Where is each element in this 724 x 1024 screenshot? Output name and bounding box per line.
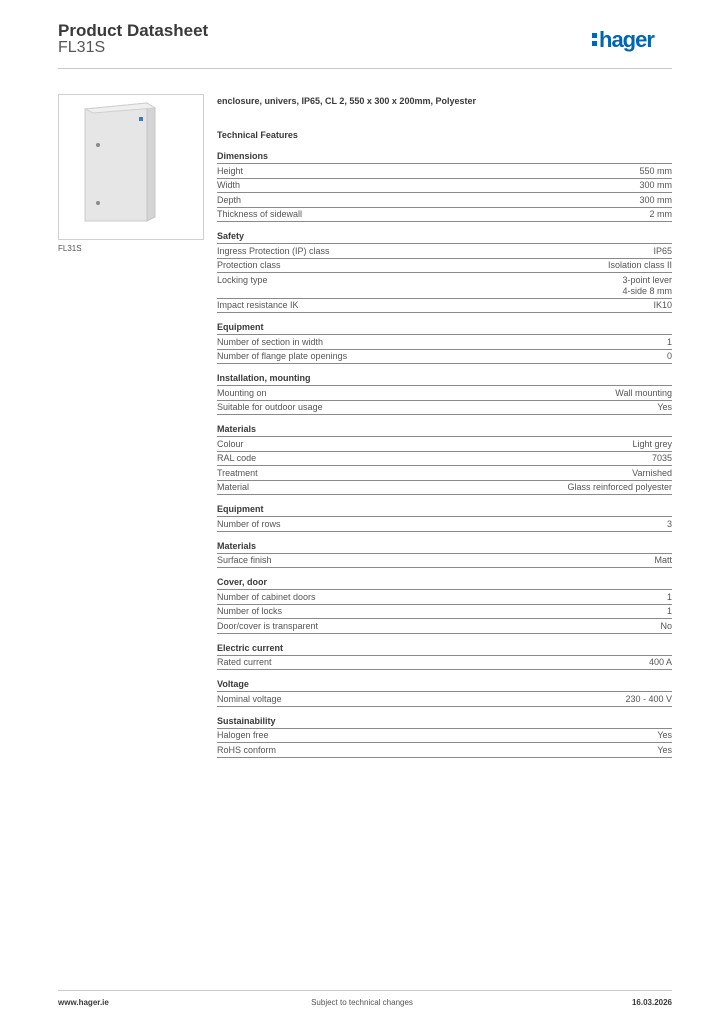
- spec-row: [217, 481, 672, 496]
- spec-row: [217, 273, 672, 299]
- footer-note: Subject to technical changes: [311, 998, 413, 1007]
- section-heading: Voltage: [217, 679, 672, 692]
- spec-label: Surface finish: [217, 555, 272, 565]
- spec-value: 230 - 400 V: [625, 693, 672, 704]
- spec-row: [217, 452, 672, 467]
- spec-row: [217, 208, 672, 223]
- spec-label: Colour: [217, 438, 244, 449]
- spec-value: Yes: [657, 402, 672, 412]
- section-voltage: [217, 679, 672, 707]
- spec-label: RAL code: [217, 453, 257, 463]
- spec-row: [217, 299, 672, 314]
- spec-value: Yes: [657, 730, 672, 740]
- spec-value: 1: [666, 606, 672, 616]
- section-dimensions: [217, 151, 672, 222]
- spec-label: Number of locks: [217, 606, 283, 616]
- logo-dot-top: [592, 33, 597, 38]
- spec-row: [217, 179, 672, 194]
- product-code: FL31S: [58, 39, 106, 56]
- spec-label: Depth: [217, 194, 242, 205]
- image-caption: FL31S: [58, 244, 82, 253]
- spec-label: Rated current: [217, 657, 272, 667]
- spec-value: Light grey: [632, 438, 672, 449]
- section-heading: Cover, door: [217, 577, 672, 590]
- section-materials: [217, 424, 672, 495]
- spec-value: 0: [666, 351, 672, 361]
- spec-row: [217, 335, 672, 350]
- section-heading: Installation, mounting: [217, 373, 672, 386]
- brand-badge: [139, 117, 143, 121]
- spec-label: Impact resistance IK: [217, 300, 299, 310]
- spec-label: Mounting on: [217, 387, 267, 398]
- spec-value: IK10: [653, 300, 672, 310]
- header-divider: [58, 68, 672, 69]
- spec-row: [217, 350, 672, 365]
- spec-label: RoHS conform: [217, 744, 277, 755]
- section-electric-current: [217, 643, 672, 671]
- product-description: enclosure, univers, IP65, CL 2, 550 x 300 x 200mm, Polyester: [217, 96, 476, 106]
- spec-value: 1: [666, 591, 672, 602]
- spec-label: Number of flange plate openings: [217, 351, 348, 361]
- footer-website: www.hager.ie: [58, 998, 109, 1007]
- section-heading: Materials: [217, 541, 672, 554]
- spec-value: Matt: [654, 555, 672, 565]
- spec-row: [217, 554, 672, 569]
- spec-value: 400 A: [648, 657, 672, 667]
- section-safety: [217, 231, 672, 313]
- spec-row: [217, 437, 672, 452]
- spec-label: Ingress Protection (IP) class: [217, 245, 330, 256]
- spec-label: Locking type: [217, 274, 268, 285]
- spec-value: 1: [666, 336, 672, 347]
- spec-label: Material: [217, 482, 250, 492]
- spec-row: [217, 259, 672, 274]
- logo-text: hager: [599, 28, 654, 52]
- spec-row: [217, 743, 672, 758]
- spec-row: [217, 692, 672, 707]
- footer-divider: [58, 990, 672, 991]
- spec-value: No: [660, 620, 672, 631]
- spec-row: [217, 386, 672, 401]
- spec-label: Nominal voltage: [217, 693, 282, 704]
- section-installation-mounting: [217, 373, 672, 415]
- spec-value: 2 mm: [649, 209, 672, 219]
- spec-label: Protection class: [217, 260, 281, 270]
- spec-row: [217, 401, 672, 416]
- spec-value: 3: [666, 518, 672, 529]
- spec-label: Number of cabinet doors: [217, 591, 316, 602]
- spec-label: Treatment: [217, 467, 258, 478]
- spec-row: [217, 656, 672, 671]
- section-equipment: [217, 322, 672, 364]
- section-equipment: [217, 504, 672, 532]
- spec-row: [217, 244, 672, 259]
- section-heading: Sustainability: [217, 716, 672, 729]
- spec-row: [217, 193, 672, 208]
- spec-label: Door/cover is transparent: [217, 620, 319, 631]
- spec-label: Number of rows: [217, 518, 281, 529]
- spec-label: Width: [217, 180, 241, 190]
- section-heading: Dimensions: [217, 151, 672, 164]
- spec-value: Wall mounting: [615, 387, 672, 398]
- spec-value: 3-point lever 4-side 8 mm: [622, 274, 672, 296]
- section-heading: Electric current: [217, 643, 672, 656]
- logo-dot-bottom: [592, 41, 597, 46]
- enclosure-illustration: [59, 95, 203, 239]
- spec-value: IP65: [653, 245, 672, 256]
- spec-value: 7035: [651, 453, 672, 463]
- technical-features-heading: Technical Features: [217, 130, 298, 140]
- spec-value: Varnished: [632, 467, 672, 478]
- product-details: [217, 96, 672, 758]
- spec-label: Thickness of sidewall: [217, 209, 303, 219]
- door-lock-upper: [96, 143, 100, 147]
- product-image: [58, 94, 204, 240]
- spec-value: Isolation class II: [607, 260, 672, 270]
- spec-value: 300 mm: [639, 180, 672, 190]
- spec-label: Height: [217, 165, 244, 176]
- spec-row: [217, 619, 672, 634]
- spec-label: Suitable for outdoor usage: [217, 402, 323, 412]
- footer-date: 16.03.2026: [631, 998, 672, 1007]
- feature-sections: [217, 151, 672, 758]
- spec-row: [217, 517, 672, 532]
- section-heading: Equipment: [217, 504, 672, 517]
- section-heading: Safety: [217, 231, 672, 244]
- spec-row: [217, 466, 672, 481]
- spec-row: [217, 164, 672, 179]
- spec-label: Halogen free: [217, 730, 269, 740]
- spec-row: [217, 729, 672, 744]
- spec-value: 550 mm: [639, 165, 672, 176]
- spec-value: Glass reinforced polyester: [567, 482, 672, 492]
- section-materials: [217, 541, 672, 569]
- page-title: Product Datasheet: [58, 21, 209, 40]
- section-cover-door: [217, 577, 672, 634]
- door-lock-lower: [96, 201, 100, 205]
- section-sustainability: [217, 716, 672, 758]
- spec-label: Number of section in width: [217, 336, 324, 347]
- section-heading: Materials: [217, 424, 672, 437]
- spec-row: [217, 605, 672, 620]
- spec-value: Yes: [657, 744, 672, 755]
- spec-row: [217, 590, 672, 605]
- hager-logo: [590, 28, 680, 56]
- section-heading: Equipment: [217, 322, 672, 335]
- spec-value: 300 mm: [639, 194, 672, 205]
